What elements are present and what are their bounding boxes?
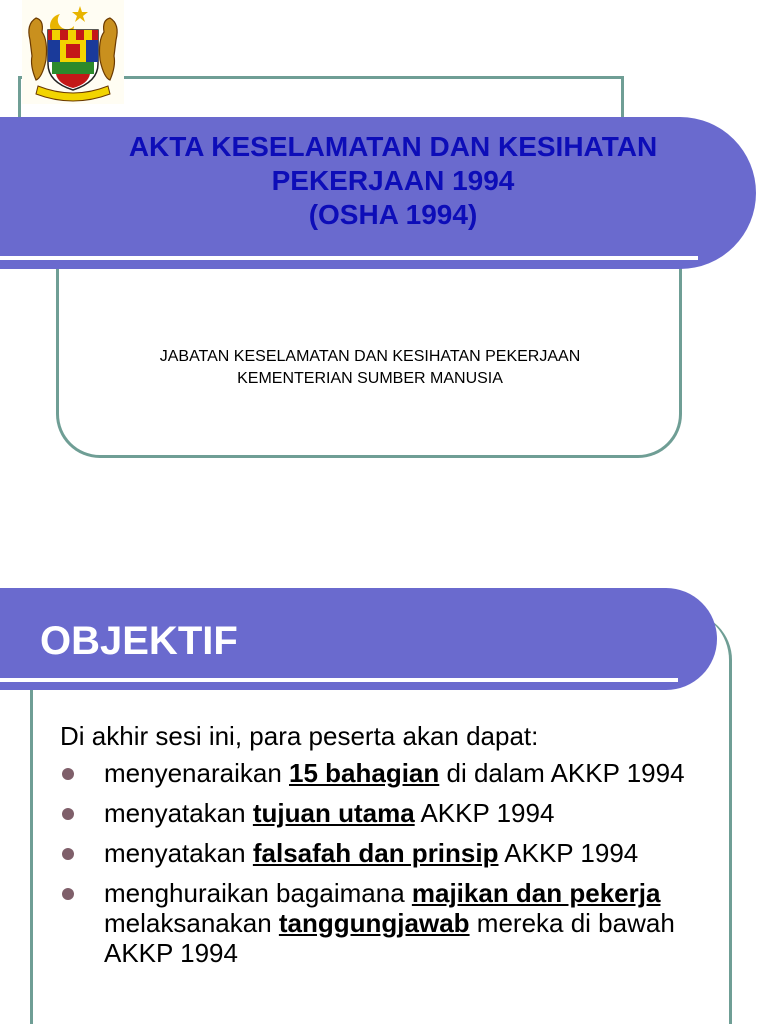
bullet-emphasis: majikan dan pekerja <box>411 878 661 908</box>
banner-divider-line <box>0 256 698 260</box>
bullet-text: di dalam AKKP 1994 <box>439 758 685 788</box>
bullet-icon <box>62 848 74 860</box>
title-line: AKTA KESELAMATAN DAN KESIHATAN <box>128 131 658 162</box>
list-item <box>60 758 710 788</box>
list-item <box>60 838 710 868</box>
bullet-icon <box>62 768 74 780</box>
bullet-text: menyatakan <box>104 838 253 868</box>
bullet-text: menyenaraikan <box>104 758 289 788</box>
bullet-emphasis: tujuan utama <box>252 798 415 828</box>
bullet-emphasis: tanggungjawab <box>278 908 470 938</box>
bullet-emphasis: 15 bahagian <box>289 758 440 788</box>
list-item <box>60 878 710 968</box>
objectives-intro: Di akhir sesi ini, para peserta akan dapat: <box>60 721 539 751</box>
bullet-text: menghuraikan bagaimana <box>104 878 412 908</box>
list-item <box>60 798 710 828</box>
malaysia-coat-of-arms-icon <box>22 0 124 104</box>
bullet-text: AKKP 1994 <box>414 798 555 828</box>
slide-title <box>60 130 726 232</box>
bullet-text: AKKP 1994 <box>498 838 639 868</box>
department-name <box>60 346 680 390</box>
bullet-text: mereka di bawah AKKP 1994 <box>104 908 675 968</box>
bullet-text: melaksanakan <box>104 908 279 938</box>
bullet-emphasis: falsafah dan prinsip <box>252 838 499 868</box>
bullet-text: menyatakan <box>104 798 253 828</box>
objectives-list <box>60 758 710 978</box>
title-line: (OSHA 1994) <box>308 199 478 230</box>
department-line: JABATAN KESELAMATAN DAN KESIHATAN PEKERJAAN <box>159 348 581 365</box>
bullet-icon <box>62 808 74 820</box>
bullet-icon <box>62 888 74 900</box>
title-line: PEKERJAAN 1994 <box>271 165 515 196</box>
objectives-heading: OBJEKTIF <box>40 619 238 663</box>
ministry-line: KEMENTERIAN SUMBER MANUSIA <box>237 370 503 387</box>
objectives-slide <box>0 512 768 1024</box>
banner-divider-line <box>0 678 678 682</box>
